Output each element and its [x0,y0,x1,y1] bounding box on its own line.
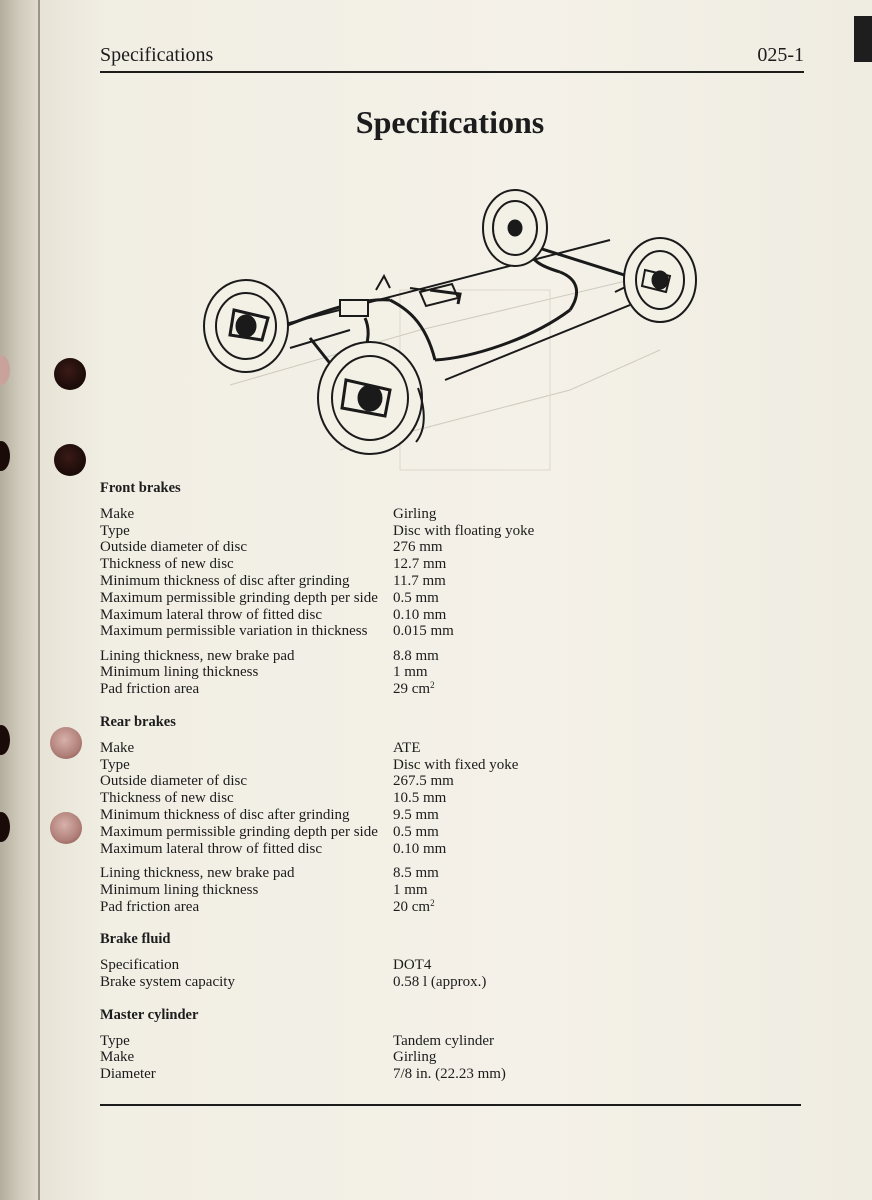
brake-system-illustration [190,180,710,480]
spec-value: Disc with fixed yoke [393,756,519,773]
spec-row [100,882,800,899]
spec-row [100,648,800,665]
spec-value: ATE [393,739,421,756]
spec-row [100,623,800,640]
spec-row [100,957,800,974]
spec-value: 0.5 mm [393,823,439,840]
spec-row [100,1033,800,1050]
section-master-cylinder [100,1007,800,1083]
spec-value-superscript: 2 [430,680,435,691]
spec-value: 11.7 mm [393,572,446,589]
spec-label: Make [100,739,135,756]
spec-value: 0.10 mm [393,606,447,623]
spec-row [100,773,800,790]
spec-row [100,807,800,824]
spec-label: Pad friction area [100,681,200,698]
spec-label: Make [100,1049,135,1066]
spec-label: Diameter [100,1066,156,1083]
spec-label: Specification [100,957,180,974]
spec-label: Type [100,1032,130,1049]
specification-list [100,480,800,1083]
spec-value: 8.5 mm [393,864,439,881]
spec-row [100,590,800,607]
spec-label: Thickness of new disc [100,556,234,573]
spec-row [100,757,800,774]
spec-value: 0.5 mm [393,589,439,606]
spec-row [100,865,800,882]
spec-value: 1 mm [393,664,428,681]
spec-label: Minimum lining thickness [100,664,259,681]
spec-label: Minimum thickness of disc after grinding [100,572,350,589]
spec-row [100,740,800,757]
spec-label: Make [100,505,135,522]
book-spine [0,0,40,1200]
spec-label: Type [100,522,130,539]
spec-row [100,1066,800,1083]
spec-label: Lining thickness, new brake pad [100,864,295,881]
spec-value: Tandem cylinder [393,1032,494,1049]
spec-label: Minimum lining thickness [100,881,259,898]
spec-label: Thickness of new disc [100,790,234,807]
running-head [100,44,804,68]
spec-value: 7/8 in. (22.23 mm) [393,1066,506,1083]
spec-value: 1 mm [393,881,428,898]
spec-label: Maximum lateral throw of fitted disc [100,840,323,857]
page-title: Specifications [355,104,545,140]
spec-label: Type [100,756,130,773]
spec-row [100,681,800,698]
spec-value-text: 20 cm [393,898,431,915]
punch-hole [54,444,86,476]
spec-row [100,523,800,540]
section-rear-brakes [100,714,800,915]
spec-value [393,681,435,698]
section-front-brakes [100,480,800,698]
spec-row [100,824,800,841]
section-heading: Master cylinder [100,1006,199,1023]
spec-label: Maximum permissible variation in thickness [100,623,368,640]
section-tab-marker [854,16,872,62]
spec-label: Maximum lateral throw of fitted disc [100,606,323,623]
spec-label: Minimum thickness of disc after grinding [100,807,350,824]
spec-value: 0.015 mm [393,623,454,640]
section-heading: Front brakes [100,480,181,496]
page-number: 025-1 [757,44,804,66]
spec-value: 12.7 mm [393,556,447,573]
spec-value: 0.58 l (approx.) [393,973,487,990]
spec-value: 267.5 mm [393,773,454,790]
spec-label: Lining thickness, new brake pad [100,647,295,664]
punch-hole [50,812,82,844]
spec-label: Maximum permissible grinding depth per side [100,823,378,840]
spec-row [100,899,800,916]
spec-row [100,607,800,624]
spec-row [100,841,800,858]
spec-row [100,556,800,573]
spec-value: Disc with floating yoke [393,522,535,539]
spec-label: Outside diameter of disc [100,773,248,790]
spec-label: Brake system capacity [100,973,235,990]
spec-row [100,573,800,590]
punch-hole [54,358,86,390]
spec-row [100,790,800,807]
footer-rule [100,1104,801,1106]
section-brake-fluid [100,931,800,990]
running-head-title: Specifications [100,44,214,66]
spec-label: Outside diameter of disc [100,539,248,556]
spec-row [100,1049,800,1066]
spec-value-superscript: 2 [430,897,435,908]
header-rule [100,71,804,73]
spec-value: 10.5 mm [393,790,447,807]
spec-value: 8.8 mm [393,647,439,664]
spec-row [100,506,800,523]
section-heading: Rear brakes [100,714,176,731]
punch-hole [50,727,82,759]
spec-label: Pad friction area [100,898,200,915]
spec-row [100,974,800,991]
spec-value: 276 mm [393,539,443,556]
spec-value [393,899,435,916]
spec-value: Girling [393,1049,437,1066]
spec-value: 9.5 mm [393,807,439,824]
spec-value-text: 29 cm [393,681,431,698]
spec-row [100,539,800,556]
spec-value: DOT4 [393,957,432,974]
spec-row [100,664,800,681]
section-heading: Brake fluid [100,931,171,948]
spec-label: Maximum permissible grinding depth per side [100,589,378,606]
spec-value: Girling [393,505,437,522]
spec-value: 0.10 mm [393,840,447,857]
